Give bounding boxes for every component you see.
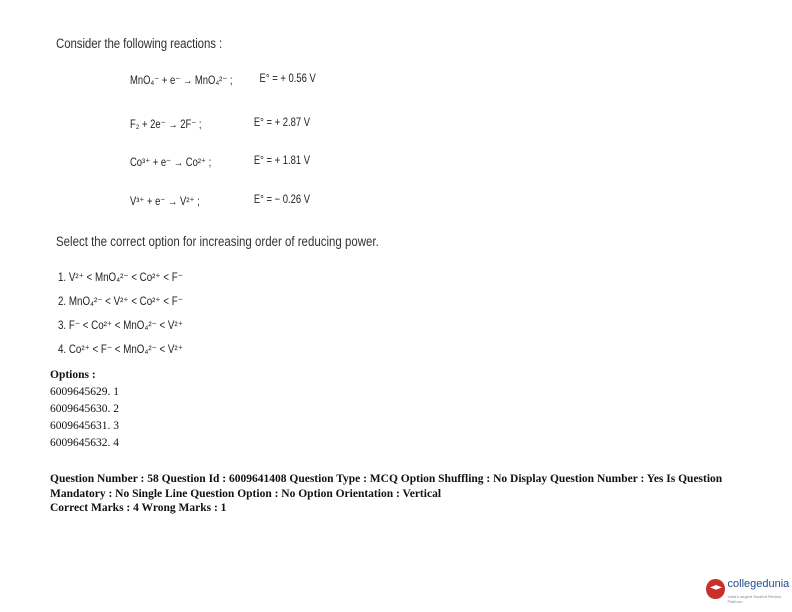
graduation-cap-icon [706,579,725,599]
choice-4: 4. Co²⁺ < F⁻ < MnO₄²⁻ < V²⁺ [58,344,183,356]
reaction-2 [130,117,311,131]
reaction-4-potential: E° = − 0.26 V [253,194,311,206]
option-id-4: 6009645632. 4 [50,437,119,449]
option-id-3: 6009645631. 3 [50,420,119,432]
question-intro: Consider the following reactions : [56,36,223,51]
reaction-3-equation: Co³⁺ + e⁻ → Co²⁺ ; [130,157,212,169]
choice-3: 3. F⁻ < Co²⁺ < MnO₄²⁻ < V²⁺ [58,320,183,332]
collegedunia-logo [706,574,792,604]
metadata-marks: Correct Marks : 4 Wrong Marks : 1 [50,502,227,514]
reaction-1-equation: MnO₄⁻ + e⁻ → MnO₄²⁻ ; [130,75,233,87]
question-prompt: Select the correct option for increasing order of reducing power. [56,234,379,249]
choice-2: 2. MnO₄²⁻ < V²⁺ < Co²⁺ < F⁻ [58,296,183,308]
reaction-2-potential: E° = + 2.87 V [253,117,311,129]
options-heading: Options : [50,369,96,381]
metadata-line-1: Question Number : 58 Question Id : 6009641408 Question Type : MCQ Option Shuffling : No Display Question Number : Yes Is Question Mandatory : No Single Line Question Option : No Option Orientation : Vertical [50,473,723,500]
reaction-4-equation: V³⁺ + e⁻ → V²⁺ ; [130,196,200,208]
option-id-2: 6009645630. 2 [50,403,119,415]
reaction-2-equation: F₂ + 2e⁻ → 2F⁻ ; [130,119,202,131]
reaction-1-potential: E° = + 0.56 V [259,73,316,85]
choice-1: 1. V²⁺ < MnO₄²⁻ < Co²⁺ < F⁻ [58,272,183,284]
option-id-1: 6009645629. 1 [50,386,119,398]
question-metadata [50,472,740,516]
reaction-3-potential: E° = + 1.81 V [253,155,311,167]
reaction-1 [130,73,316,87]
logo-name: collegedunia [727,578,790,590]
logo-tagline: India's largest Student Review Platform [727,594,782,604]
reaction-4 [130,194,311,208]
reaction-3 [130,155,311,169]
